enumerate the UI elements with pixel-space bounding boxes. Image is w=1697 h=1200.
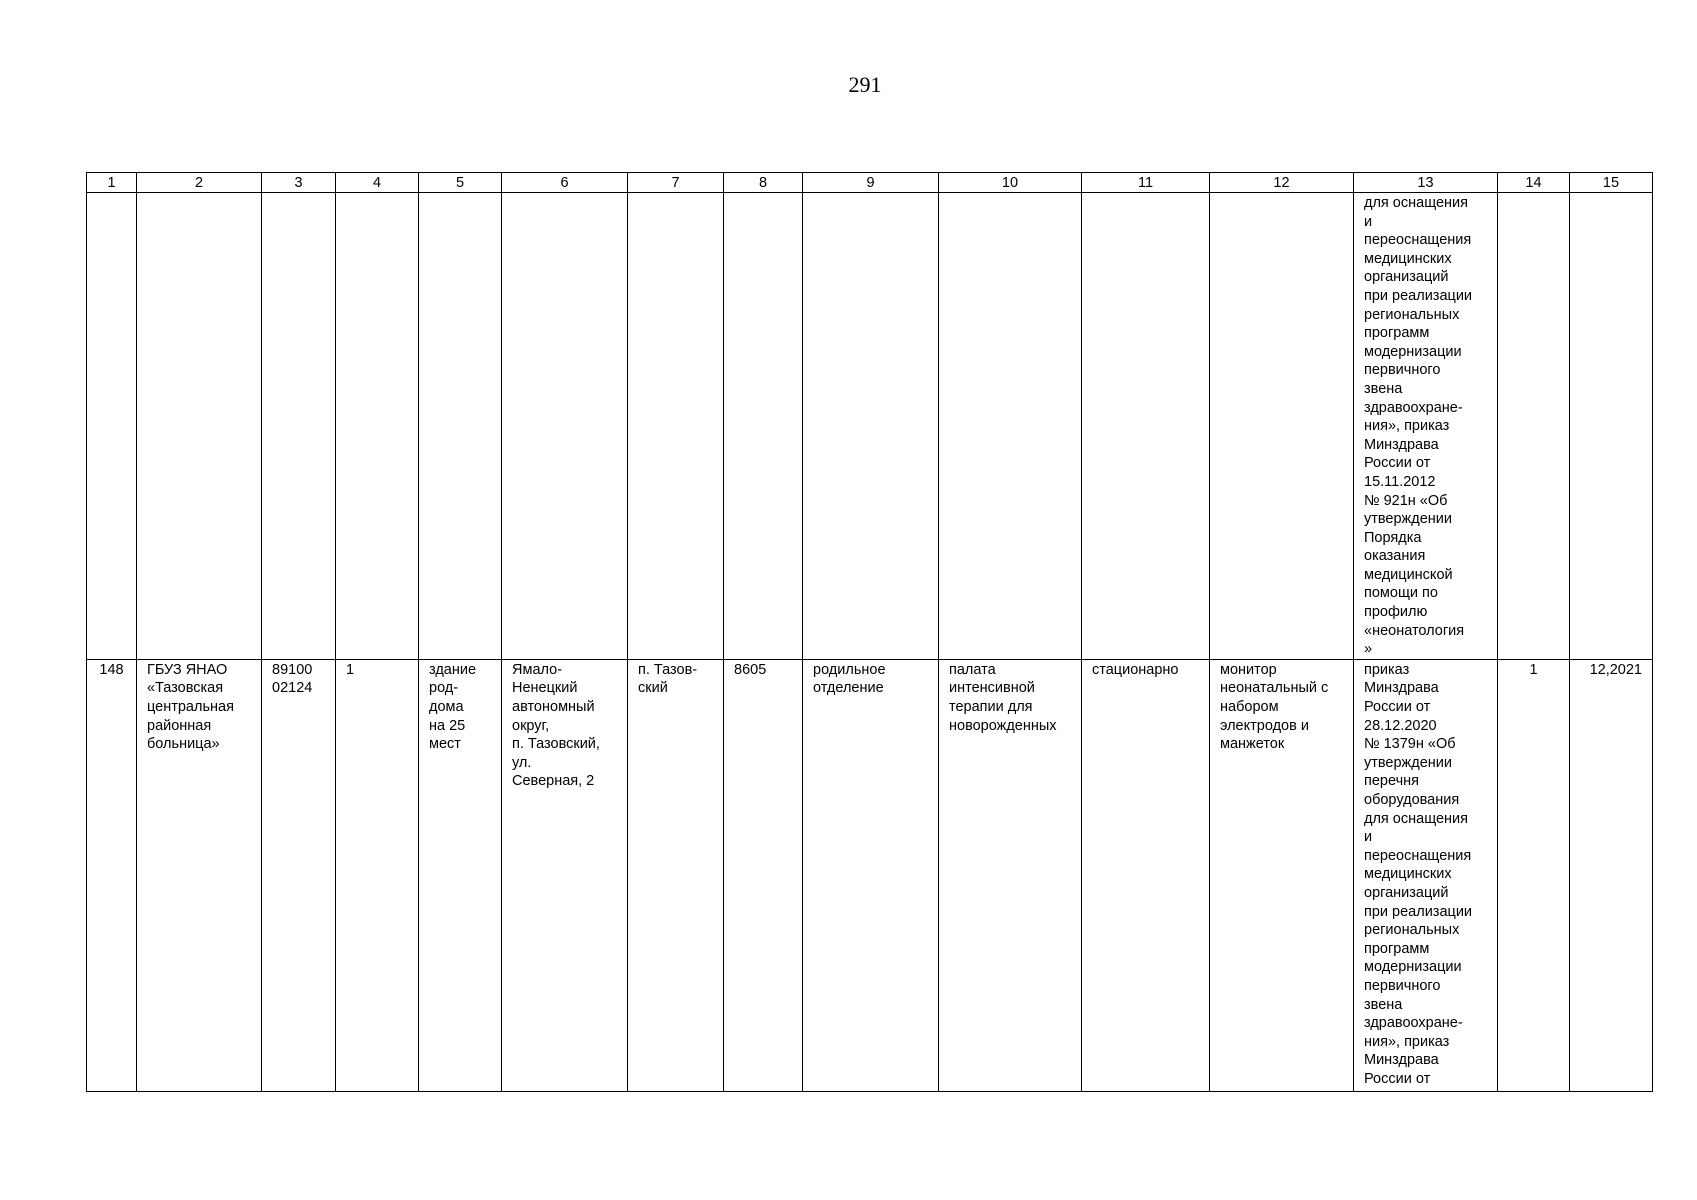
table-cell-empty bbox=[1082, 193, 1210, 660]
table-cell-empty bbox=[1498, 193, 1570, 660]
table-cell-empty bbox=[87, 193, 137, 660]
table-header-row bbox=[87, 173, 1653, 193]
equipment-cell: монитор неонатальный с набором электродов и манжеток bbox=[1210, 659, 1354, 1091]
column-number-header: 5 bbox=[419, 173, 502, 193]
unit-cell: палата интенсивной терапии для новорожденных bbox=[939, 659, 1082, 1091]
table-cell-empty bbox=[1570, 193, 1653, 660]
column-number-header: 9 bbox=[803, 173, 939, 193]
column-number-header: 12 bbox=[1210, 173, 1354, 193]
column-number-header: 14 bbox=[1498, 173, 1570, 193]
legal-basis-cell: приказ Минздрава России от 28.12.2020 № 1379н «Об утверждении перечня оборудования для оснащения и переоснащения медицинских организаций при реализации региональных программ модернизации первичного звена здравоохране- ния», приказ Минздрава России от bbox=[1354, 659, 1498, 1091]
legal-basis-cell: для оснащения и переоснащения медицинских организаций при реализации региональных программ модернизации первичного звена здравоохране- ния», приказ Минздрава России от 15.11.2012 № 921н «Об утверждении Порядка оказания медицинской помощи по профилю «неонатология » bbox=[1354, 193, 1498, 660]
organization-cell: ГБУЗ ЯНАО «Тазовская центральная районная больница» bbox=[137, 659, 262, 1091]
amount-cell: 1 bbox=[1498, 659, 1570, 1091]
table-row bbox=[87, 659, 1653, 1091]
table-cell-empty bbox=[939, 193, 1082, 660]
column-number-header: 10 bbox=[939, 173, 1082, 193]
column-number-header: 11 bbox=[1082, 173, 1210, 193]
table-cell-empty bbox=[502, 193, 628, 660]
row-number-cell: 148 bbox=[87, 659, 137, 1091]
table-cell-empty bbox=[336, 193, 419, 660]
equipment-table bbox=[86, 172, 1653, 1092]
care-mode-cell: стационарно bbox=[1082, 659, 1210, 1091]
settlement-cell: п. Тазов- ский bbox=[628, 659, 724, 1091]
code-cell: 89100 02124 bbox=[262, 659, 336, 1091]
page-number: 291 bbox=[848, 72, 882, 97]
table-cell-empty bbox=[628, 193, 724, 660]
column-number-header: 6 bbox=[502, 173, 628, 193]
table-cell-empty bbox=[137, 193, 262, 660]
table-cell-empty bbox=[724, 193, 803, 660]
column-number-header: 2 bbox=[137, 173, 262, 193]
quantity-cell: 1 bbox=[336, 659, 419, 1091]
column-number-header: 4 bbox=[336, 173, 419, 193]
table-cell-empty bbox=[262, 193, 336, 660]
table-cell-empty bbox=[1210, 193, 1354, 660]
building-cell: здание род- дома на 25 мест bbox=[419, 659, 502, 1091]
column-number-header: 3 bbox=[262, 173, 336, 193]
column-number-header: 13 bbox=[1354, 173, 1498, 193]
column-number-header: 8 bbox=[724, 173, 803, 193]
department-cell: родильное отделение bbox=[803, 659, 939, 1091]
column-number-header: 1 bbox=[87, 173, 137, 193]
date-cell: 12,2021 bbox=[1570, 659, 1653, 1091]
department-code-cell: 8605 bbox=[724, 659, 803, 1091]
column-number-header: 7 bbox=[628, 173, 724, 193]
address-cell: Ямало- Ненецкий автономный округ, п. Тазовский, ул. Северная, 2 bbox=[502, 659, 628, 1091]
table-row-continuation bbox=[87, 193, 1653, 660]
table-cell-empty bbox=[419, 193, 502, 660]
column-number-header: 15 bbox=[1570, 173, 1653, 193]
table-cell-empty bbox=[803, 193, 939, 660]
